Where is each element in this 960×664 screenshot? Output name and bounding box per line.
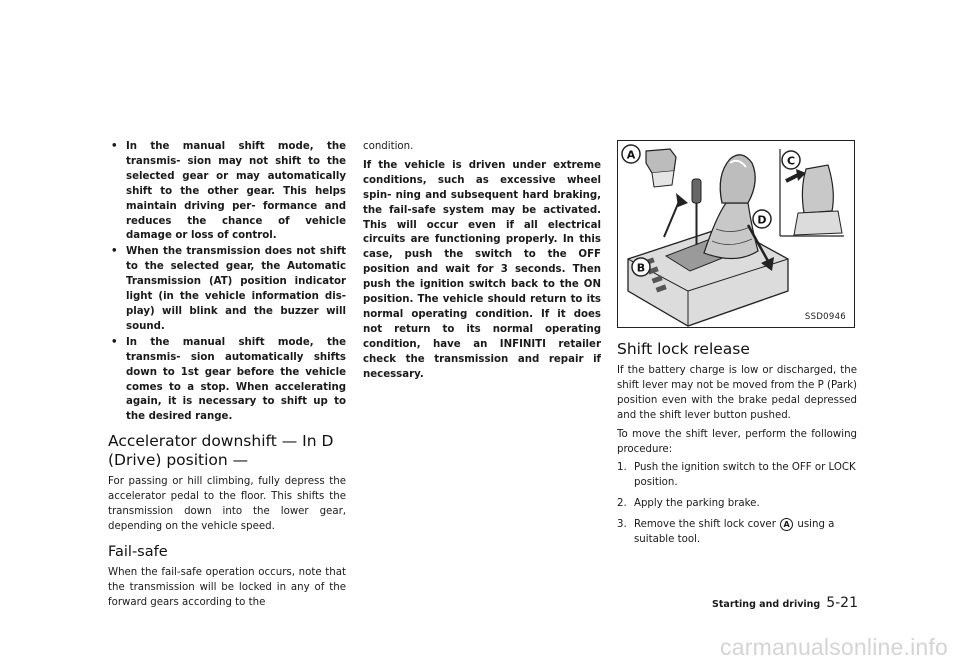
step-text-post: using a suitable tool. xyxy=(634,519,835,546)
step-text-pre: Remove the shift lock cover xyxy=(634,519,776,531)
left-column xyxy=(108,140,346,615)
step-item xyxy=(617,518,857,548)
bullet-text: When the transmission does not shift to the selected gear, the Automatic Transmission (AT) position indicator light (in the vehicle information dis- play) will blink and the buzzer will sound. xyxy=(126,246,346,332)
bullet-item xyxy=(108,336,346,425)
label-badge-d xyxy=(753,210,771,228)
paragraph: For passing or hill climbing, fully depress the accelerator pedal to the floor. This shifts the transmission down into the lower gear, depending on the vehicle speed. xyxy=(108,476,346,532)
figure-code: SSD0946 xyxy=(804,312,846,322)
step-number: 2. xyxy=(617,498,627,510)
label-a: A xyxy=(626,148,636,162)
page-footer xyxy=(708,592,858,611)
middle-column xyxy=(363,140,601,387)
procedure-steps xyxy=(617,461,857,548)
label-c: C xyxy=(786,154,796,168)
shift-lever-figure xyxy=(617,140,855,328)
section-name: Starting and driving xyxy=(712,599,821,610)
label-badge-c xyxy=(782,151,800,169)
paragraph-bold: If the vehicle is driven under extreme conditions, such as excessive wheel spin- ning and subsequent hard braking, the fail-safe system may be activated. This will occur even if all electrical circuits are functioning properly. In this case, push the switch to the OFF position and wait for 3 seconds. Then push the ignition switch back to the ON position. The vehicle should return to its normal operating condition. If it does not return to its normal operating condition, have an INFINITI retailer check the transmission and repair if necessary. xyxy=(363,159,601,380)
paragraph: condition. xyxy=(363,141,414,152)
circled-label-a: A xyxy=(780,518,793,531)
bullet-mark: • xyxy=(111,336,118,348)
paragraph: To move the shift lever, perform the following procedure: xyxy=(617,428,857,455)
right-column xyxy=(617,140,857,554)
step-text: Apply the parking brake. xyxy=(634,498,760,510)
bullet-item xyxy=(108,245,346,334)
section-heading-shift-lock-release: Shift lock release xyxy=(617,340,750,358)
page-number: 5-21 xyxy=(826,595,858,611)
label-badge-b xyxy=(632,258,650,276)
step-item xyxy=(617,497,857,512)
bullet-mark: • xyxy=(111,141,118,152)
label-b: B xyxy=(636,261,646,275)
section-heading-fail-safe: Fail-safe xyxy=(108,543,168,560)
step-item xyxy=(617,461,857,491)
bullet-text: In the manual shift mode, the transmis- sion may not shift to the selected gear or may automatically shift to the other gear. This helps maintain driving per- formance and reduces the chance of vehicle damage or loss of control. xyxy=(126,141,346,242)
step-number: 3. xyxy=(617,519,627,531)
bullet-item xyxy=(108,140,346,244)
section-heading-accelerator-downshift: Accelerator downshift — In D (Drive) position — xyxy=(108,432,334,470)
step-number: 1. xyxy=(617,462,627,474)
paragraph: When the fail-safe operation occurs, note that the transmission will be locked in any of the forward gears according to the xyxy=(108,566,346,608)
watermark: carmanualsonline.info xyxy=(720,634,948,660)
label-d: D xyxy=(757,213,767,227)
bullet-text: In the manual shift mode, the transmis- sion automatically shifts down to 1st gear before the vehicle comes to a stop. When accelerating again, it is necessary to shift up to the desired range. xyxy=(126,336,346,423)
paragraph: If the battery charge is low or discharged, the shift lever may not be moved from the P (Park) position even with the brake pedal depressed and the shift lever button pushed. xyxy=(617,365,857,421)
shift-lever-illustration xyxy=(618,141,855,328)
step-text: Push the ignition switch to the OFF or LOCK position. xyxy=(634,462,856,489)
label-badge-a xyxy=(622,145,640,163)
bullet-mark: • xyxy=(111,246,118,258)
